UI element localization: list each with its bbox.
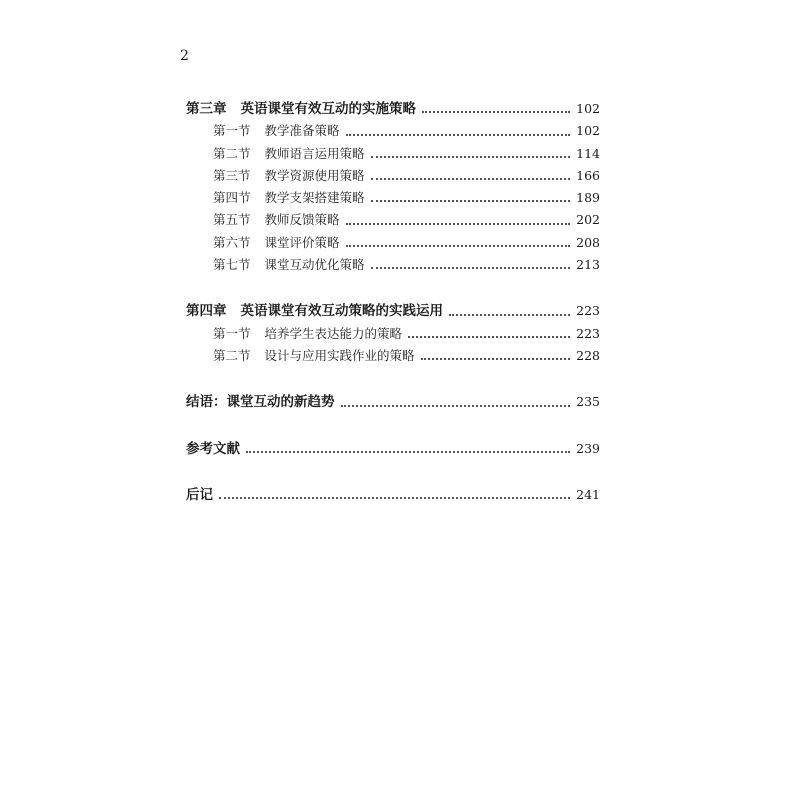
dot-leader [219,497,570,499]
toc-page-number: 228 [576,347,600,363]
toc-page-number: 235 [576,394,600,410]
toc-page-number: 202 [576,212,600,228]
toc-entry-number: 第一节 [213,123,251,139]
toc-page-number: 223 [576,303,600,319]
dot-leader [371,200,571,202]
toc-entry-title: 设计与应用实践作业的策略 [264,347,415,363]
toc-page-number: 223 [576,325,600,341]
toc-spacer [186,460,600,484]
toc-page-number: 239 [576,440,600,456]
toc-chapter-row[interactable] [186,484,600,506]
toc-section-row[interactable] [186,165,600,187]
toc-entry-title: 教学支架搭建策略 [264,190,365,206]
toc-entry-number: 第三章 [186,101,227,117]
toc-entry-title: 教学资源使用策略 [264,167,365,183]
toc-section-row[interactable] [186,120,600,142]
dot-leader [246,451,570,453]
toc-section-row[interactable] [186,345,600,367]
dot-leader [421,358,571,360]
toc-chapter-row[interactable] [186,300,600,322]
toc-entry-number: 第四节 [213,190,251,206]
toc-page-number: 102 [576,101,600,116]
toc-spacer [186,367,600,391]
toc-entry-title: 参考文献 [186,440,240,457]
dot-leader [408,336,570,338]
toc-spacer [186,276,600,300]
dot-leader [346,223,571,225]
toc-entry-title: 后记 [186,486,213,503]
toc-section-row[interactable] [186,323,600,345]
dot-leader [346,245,571,247]
toc-entry-title: 教师反馈策略 [264,212,340,228]
toc-entry-title: 英语课堂有效互动策略的实践运用 [240,303,443,320]
dot-leader [371,178,571,180]
toc-entry-title: 结语：课堂互动的新趋势 [186,394,335,411]
toc-page-number: 213 [576,257,600,273]
toc-entry-number: 第二节 [213,347,251,363]
dot-leader [449,314,570,316]
dot-leader [422,111,570,113]
toc-section-row[interactable] [186,143,600,165]
toc-page-number: 241 [576,486,600,502]
toc-entry-number: 第七节 [213,257,251,273]
toc-chapter-row[interactable] [186,98,600,120]
page-number: 2 [180,48,189,64]
toc-entry-title: 培养学生表达能力的策略 [264,325,403,341]
toc-chapter-row[interactable] [186,438,600,460]
toc-page-number: 189 [576,190,600,206]
toc-section-row[interactable] [186,254,600,276]
toc-chapter-row[interactable] [186,391,600,413]
dot-leader [346,134,571,136]
dot-leader [371,267,571,269]
toc-entry-number: 第五节 [213,212,251,228]
toc-spacer [186,414,600,438]
toc-entry-number: 第四章 [186,303,227,320]
toc-section-row[interactable] [186,209,600,231]
toc-entry-title: 课堂互动优化策略 [264,257,365,273]
toc-entry-number: 第三节 [213,167,251,183]
toc-page-number: 114 [576,145,600,161]
toc-entry-title: 英语课堂有效互动的实施策略 [240,101,416,117]
table-of-contents [186,98,600,506]
toc-page-number: 208 [576,234,600,250]
toc-entry-title: 教学准备策略 [264,123,340,139]
dot-leader [341,405,571,407]
toc-entry-number: 第一节 [213,325,251,341]
toc-entry-title: 课堂评价策略 [264,234,340,250]
toc-entry-title: 教师语言运用策略 [264,145,365,161]
toc-entry-number: 第二节 [213,145,251,161]
toc-page-number: 166 [576,167,600,183]
toc-section-row[interactable] [186,187,600,209]
toc-entry-number: 第六节 [213,234,251,250]
dot-leader [371,156,571,158]
toc-section-row[interactable] [186,232,600,254]
toc-page-number: 102 [576,123,600,139]
